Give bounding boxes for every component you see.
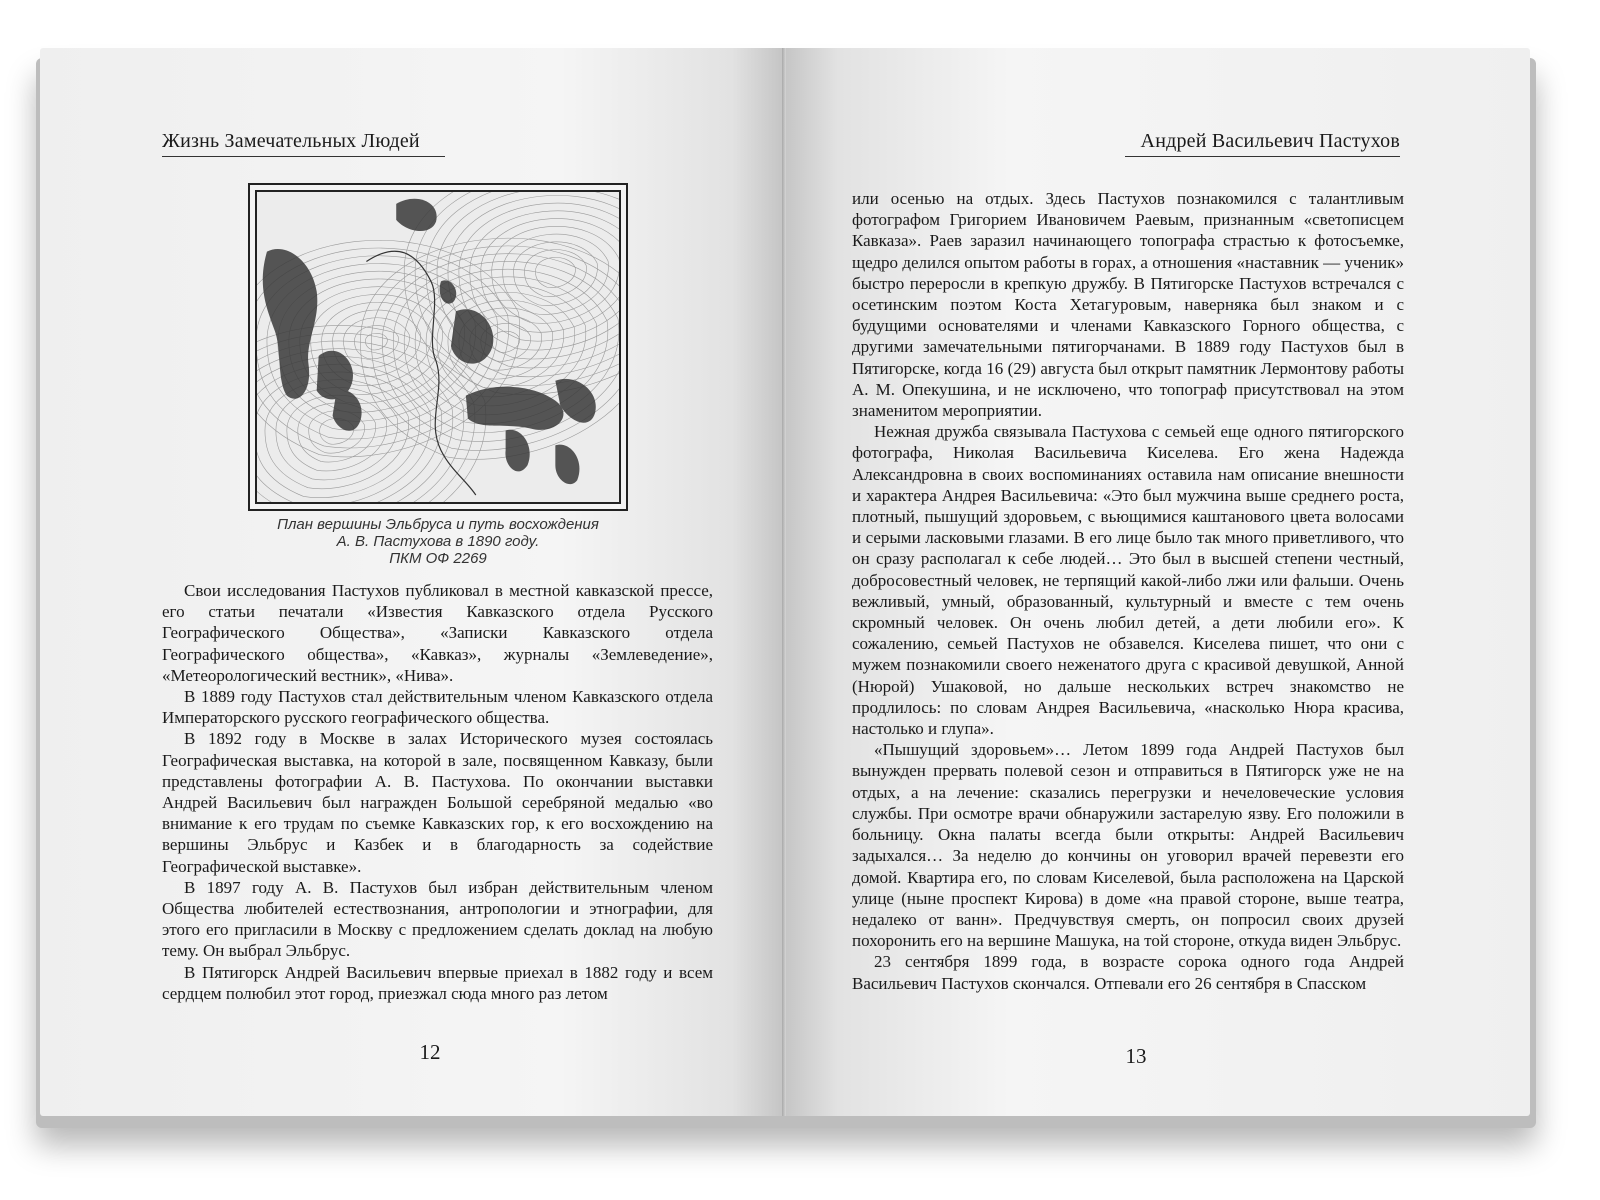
- page-number-left: 12: [419, 1040, 441, 1064]
- paragraph: «Пышущий здоровьем»… Летом 1899 года Андрей Пастухов был вынужден прервать полевой сезон и отправиться в Пятигорск уже не на отдых, а на лечение: сказались перегрузки и нечеловеческие условия службы. При осмотре врачи обнаружили застарелую язву. Его положили в больницу. Окна палаты всегда были открыты: Андрей Васильевич задыхался… За неделю до кончины он уговорил врачей перевезти его домой. Квартира его, по словам Киселевой, была расположена на Царской улице (ныне проспект Кирова) в доме «на правой стороне, выше театра, недалеко от ванн». Предчувствуя смерть, он попросил своих друзей похоронить его на вершине Машука, на той стороне, откуда виден Эльбрус.: [852, 740, 1404, 951]
- paragraph: Свои исследования Пастухов публиковал в местной кавказской прессе, его статьи печатали «Известия Кавказского отдела Русского Географического Общества», «Записки Кавказского отдела Географического общества», «Кавказ», журналы «Землеведение», «Метеорологический вестник», «Нива».: [162, 581, 713, 685]
- paragraph: В Пятигорск Андрей Васильевич впервые приехал в 1882 году и всем сердцем полюбил этот город, приезжал сюда много раз летом: [162, 962, 713, 1003]
- topographic-map-image: [255, 190, 621, 504]
- map-drawing: [257, 192, 619, 502]
- paragraph: 23 сентября 1899 года, в возрасте сорока одного года Андрей Васильевич Пастухов скончался. Отпевали его 26 сентября в Спасском: [852, 952, 1404, 993]
- running-head-right: Андрей Васильевич Пастухов: [1125, 130, 1400, 157]
- caption-line: План вершины Эльбруса и путь восхождения: [277, 516, 599, 533]
- page-number-right: 13: [1125, 1044, 1147, 1068]
- open-book: [40, 48, 1530, 1123]
- paragraph: Нежная дружба связывала Пастухова с семьей еще одного пятигорского фотографа, Николая Васильевича Киселева. Его жена Надежда Александровна в своих воспоминаниях оставила нам описание внешности и характера Андрея Васильевича: «Это был мужчина выше среднего роста, плотный, пышущий здоровьем, с вьющимися каштанового цвета волосами и серыми ласковыми глазами. В его лице было так много приветливого, что он сразу располагал к себе людей… Это был в высшей степени честный, добросовестный человек, не терпящий какой-либо лжи или фальши. Очень вежливый, умный, образованный, культурный и вместе с тем очень скромный человек. Он очень любил детей, а дети любили его». К сожалению, семьей Пастухов не обзавелся. Киселева пишет, что они с мужем познакомили своего неженатого друга с красивой девушкой, Анной (Нюрой) Ушаковой, но дальше нескольких встреч знакомство не продлилось: по словам Андрея Васильевича, «насколько Нюра красива, настолько и глупа».: [852, 422, 1404, 739]
- left-page: [40, 48, 784, 1116]
- paragraph: или осенью на отдых. Здесь Пастухов познакомился с талантливым фотографом Григорием Ивановичем Раевым, признанным «светописцем Кавказа». Раев заразил начинающего топографа страстью к фотосъемке, щедро делился опытом работы в горах, а отношения «наставник — ученик» быстро переросли в крепкую дружбу. В Пятигорске Пастухов встречался с осетинским поэтом Коста Хетагуровым, наверняка был знаком и с будущими основателями и членами Кавказского Горного общества, с другими замечательными пятигорчанами. В 1889 году Пастухов был в Пятигорске, когда 16 (29) августа был открыт памятник Лермонтову работы А. М. Опекушина, и не исключено, что топограф присутствовал на этом знаменитом мероприятии.: [852, 189, 1404, 421]
- left-page-body: [162, 580, 713, 1004]
- right-page: [786, 48, 1530, 1116]
- caption-line: А. В. Пастухова в 1890 году.: [336, 533, 540, 550]
- paragraph: В 1889 году Пастухов стал действительным членом Кавказского отдела Императорского русского географического общества.: [162, 687, 713, 728]
- map-figure-frame: [248, 183, 628, 511]
- paragraph: В 1892 году в Москве в залах Исторического музея состоялась Географическая выставка, на которой в зале, посвященном Кавказу, были представлены фотографии А. В. Пастухова. По окончании выставки Андрей Васильевич был награжден Большой серебряной медалью «во внимание к его трудам по съемке Кавказских гор, к его восхождению на вершины Эльбрус и Казбек и в благодарность за содействие Географической выставке».: [162, 729, 713, 876]
- figure-caption: [208, 516, 668, 567]
- running-head-left: Жизнь Замечательных Людей: [162, 130, 445, 157]
- caption-line: ПКМ ОФ 2269: [389, 550, 487, 567]
- right-page-body: [852, 188, 1404, 994]
- paragraph: В 1897 году А. В. Пастухов был избран действительным членом Общества любителей естествознания, антропологии и этнографии, для этого его пригласили в Москву с предложением сделать доклад на любую тему. Он выбрал Эльбрус.: [162, 877, 713, 961]
